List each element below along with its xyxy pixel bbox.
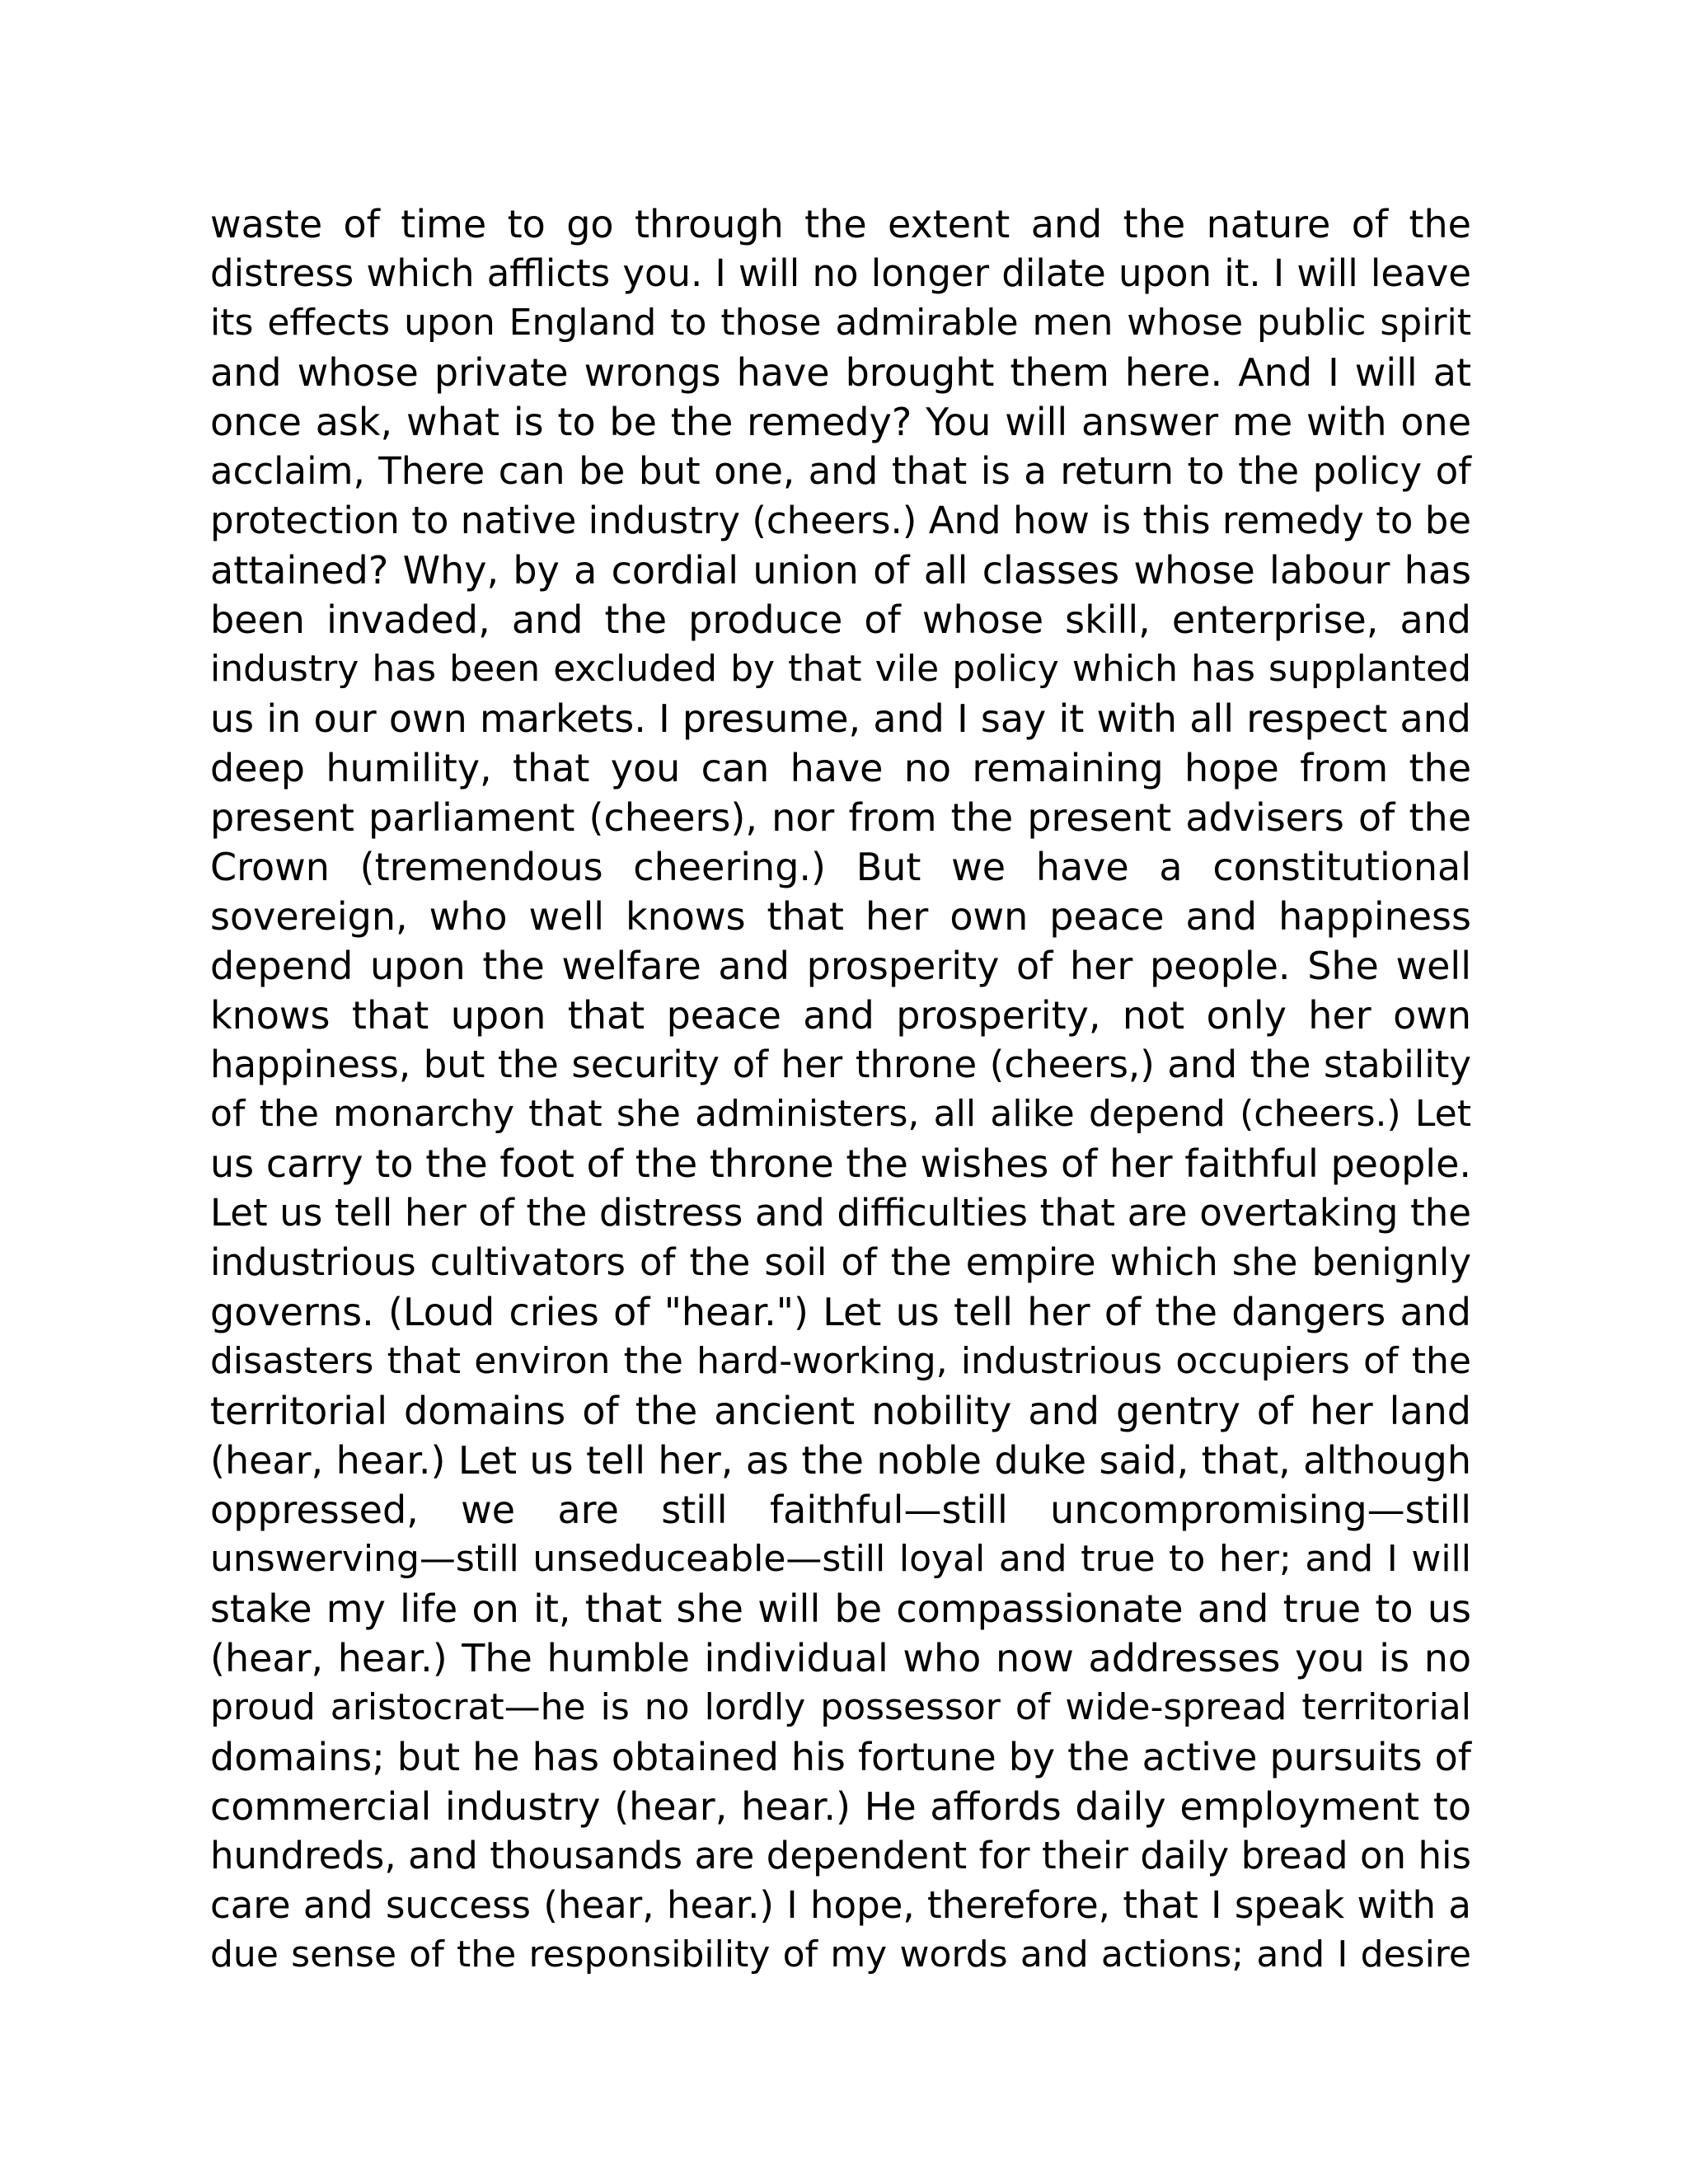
text-line: and whose private wrongs have brought them here. And I will at [210, 350, 1471, 395]
text-line: industrious cultivators of the soil of the empire which she benignly [210, 1240, 1471, 1284]
text-line: oppressed, we are still faithful—still uncompromising—still [210, 1488, 1471, 1532]
text-line: distress which afflicts you. I will no longer dilate upon it. I will leave [210, 251, 1471, 295]
text-line: waste of time to go through the extent and the nature of the [210, 202, 1471, 246]
text-line: sovereign, who well knows that her own peace and happiness [210, 894, 1471, 939]
text-line: proud aristocrat—he is no lordly possessor of wide-spread territorial [210, 1686, 1471, 1728]
text-line: (hear, hear.) The humble individual who now addresses you is no [210, 1636, 1471, 1680]
text-line: disasters that environ the hard-working, industrious occupiers of the [210, 1340, 1471, 1382]
text-line: once ask, what is to be the remedy? You will answer me with one [210, 400, 1471, 444]
text-line: attained? Why, by a cordial union of all classes whose labour has [210, 548, 1471, 593]
text-line: protection to native industry (cheers.) And how is this remedy to be [210, 499, 1471, 542]
text-line: present parliament (cheers), nor from the present advisers of the [210, 795, 1471, 840]
text-line: care and success (hear, hear.) I hope, therefore, that I speak with a [210, 1883, 1471, 1927]
text-line: Crown (tremendous cheering.) But we have a constitutional [210, 845, 1471, 889]
text-line: domains; but he has obtained his fortune by the active pursuits of [210, 1735, 1471, 1779]
text-line: territorial domains of the ancient nobility and gentry of her land [210, 1389, 1471, 1433]
text-line: unswerving—still unseduceable—still loyal and true to her; and I will [210, 1538, 1471, 1580]
text-line: depend upon the welfare and prosperity of her people. She well [210, 944, 1471, 988]
text-line: stake my life on it, that she will be compassionate and true to us [210, 1586, 1471, 1631]
text-line: commercial industry (hear, hear.) He affords daily employment to [210, 1784, 1471, 1829]
text-line: happiness, but the security of her throne (cheers,) and the stability [210, 1043, 1471, 1086]
text-line: its effects upon England to those admirable men whose public spirit [210, 302, 1471, 344]
text-line: Let us tell her of the distress and difficulties that are overtaking the [210, 1191, 1471, 1235]
body-text [210, 199, 1471, 1980]
text-line: hundreds, and thousands are dependent for their daily bread on his [210, 1834, 1471, 1877]
text-line: acclaim, There can be but one, and that is a return to the policy of [210, 449, 1471, 493]
text-line: due sense of the responsibility of my words and actions; and I desire [210, 1933, 1471, 1975]
text-line: (hear, hear.) Let us tell her, as the noble duke said, that, although [210, 1438, 1471, 1483]
text-line: governs. (Loud cries of "hear.") Let us tell her of the dangers and [210, 1290, 1471, 1334]
text-line: of the monarchy that she administers, all alike depend (cheers.) Let [210, 1093, 1471, 1135]
text-line: industry has been excluded by that vile policy which has supplanted [210, 648, 1471, 690]
text-line: us in our own markets. I presume, and I say it with all respect and [210, 696, 1471, 741]
text-line: us carry to the foot of the throne the wishes of her faithful people. [210, 1141, 1471, 1186]
text-line: been invaded, and the produce of whose skill, enterprise, and [210, 598, 1471, 642]
text-line: deep humility, that you can have no remaining hope from the [210, 746, 1471, 790]
text-line: knows that upon that peace and prosperity, not only her own [210, 993, 1471, 1038]
